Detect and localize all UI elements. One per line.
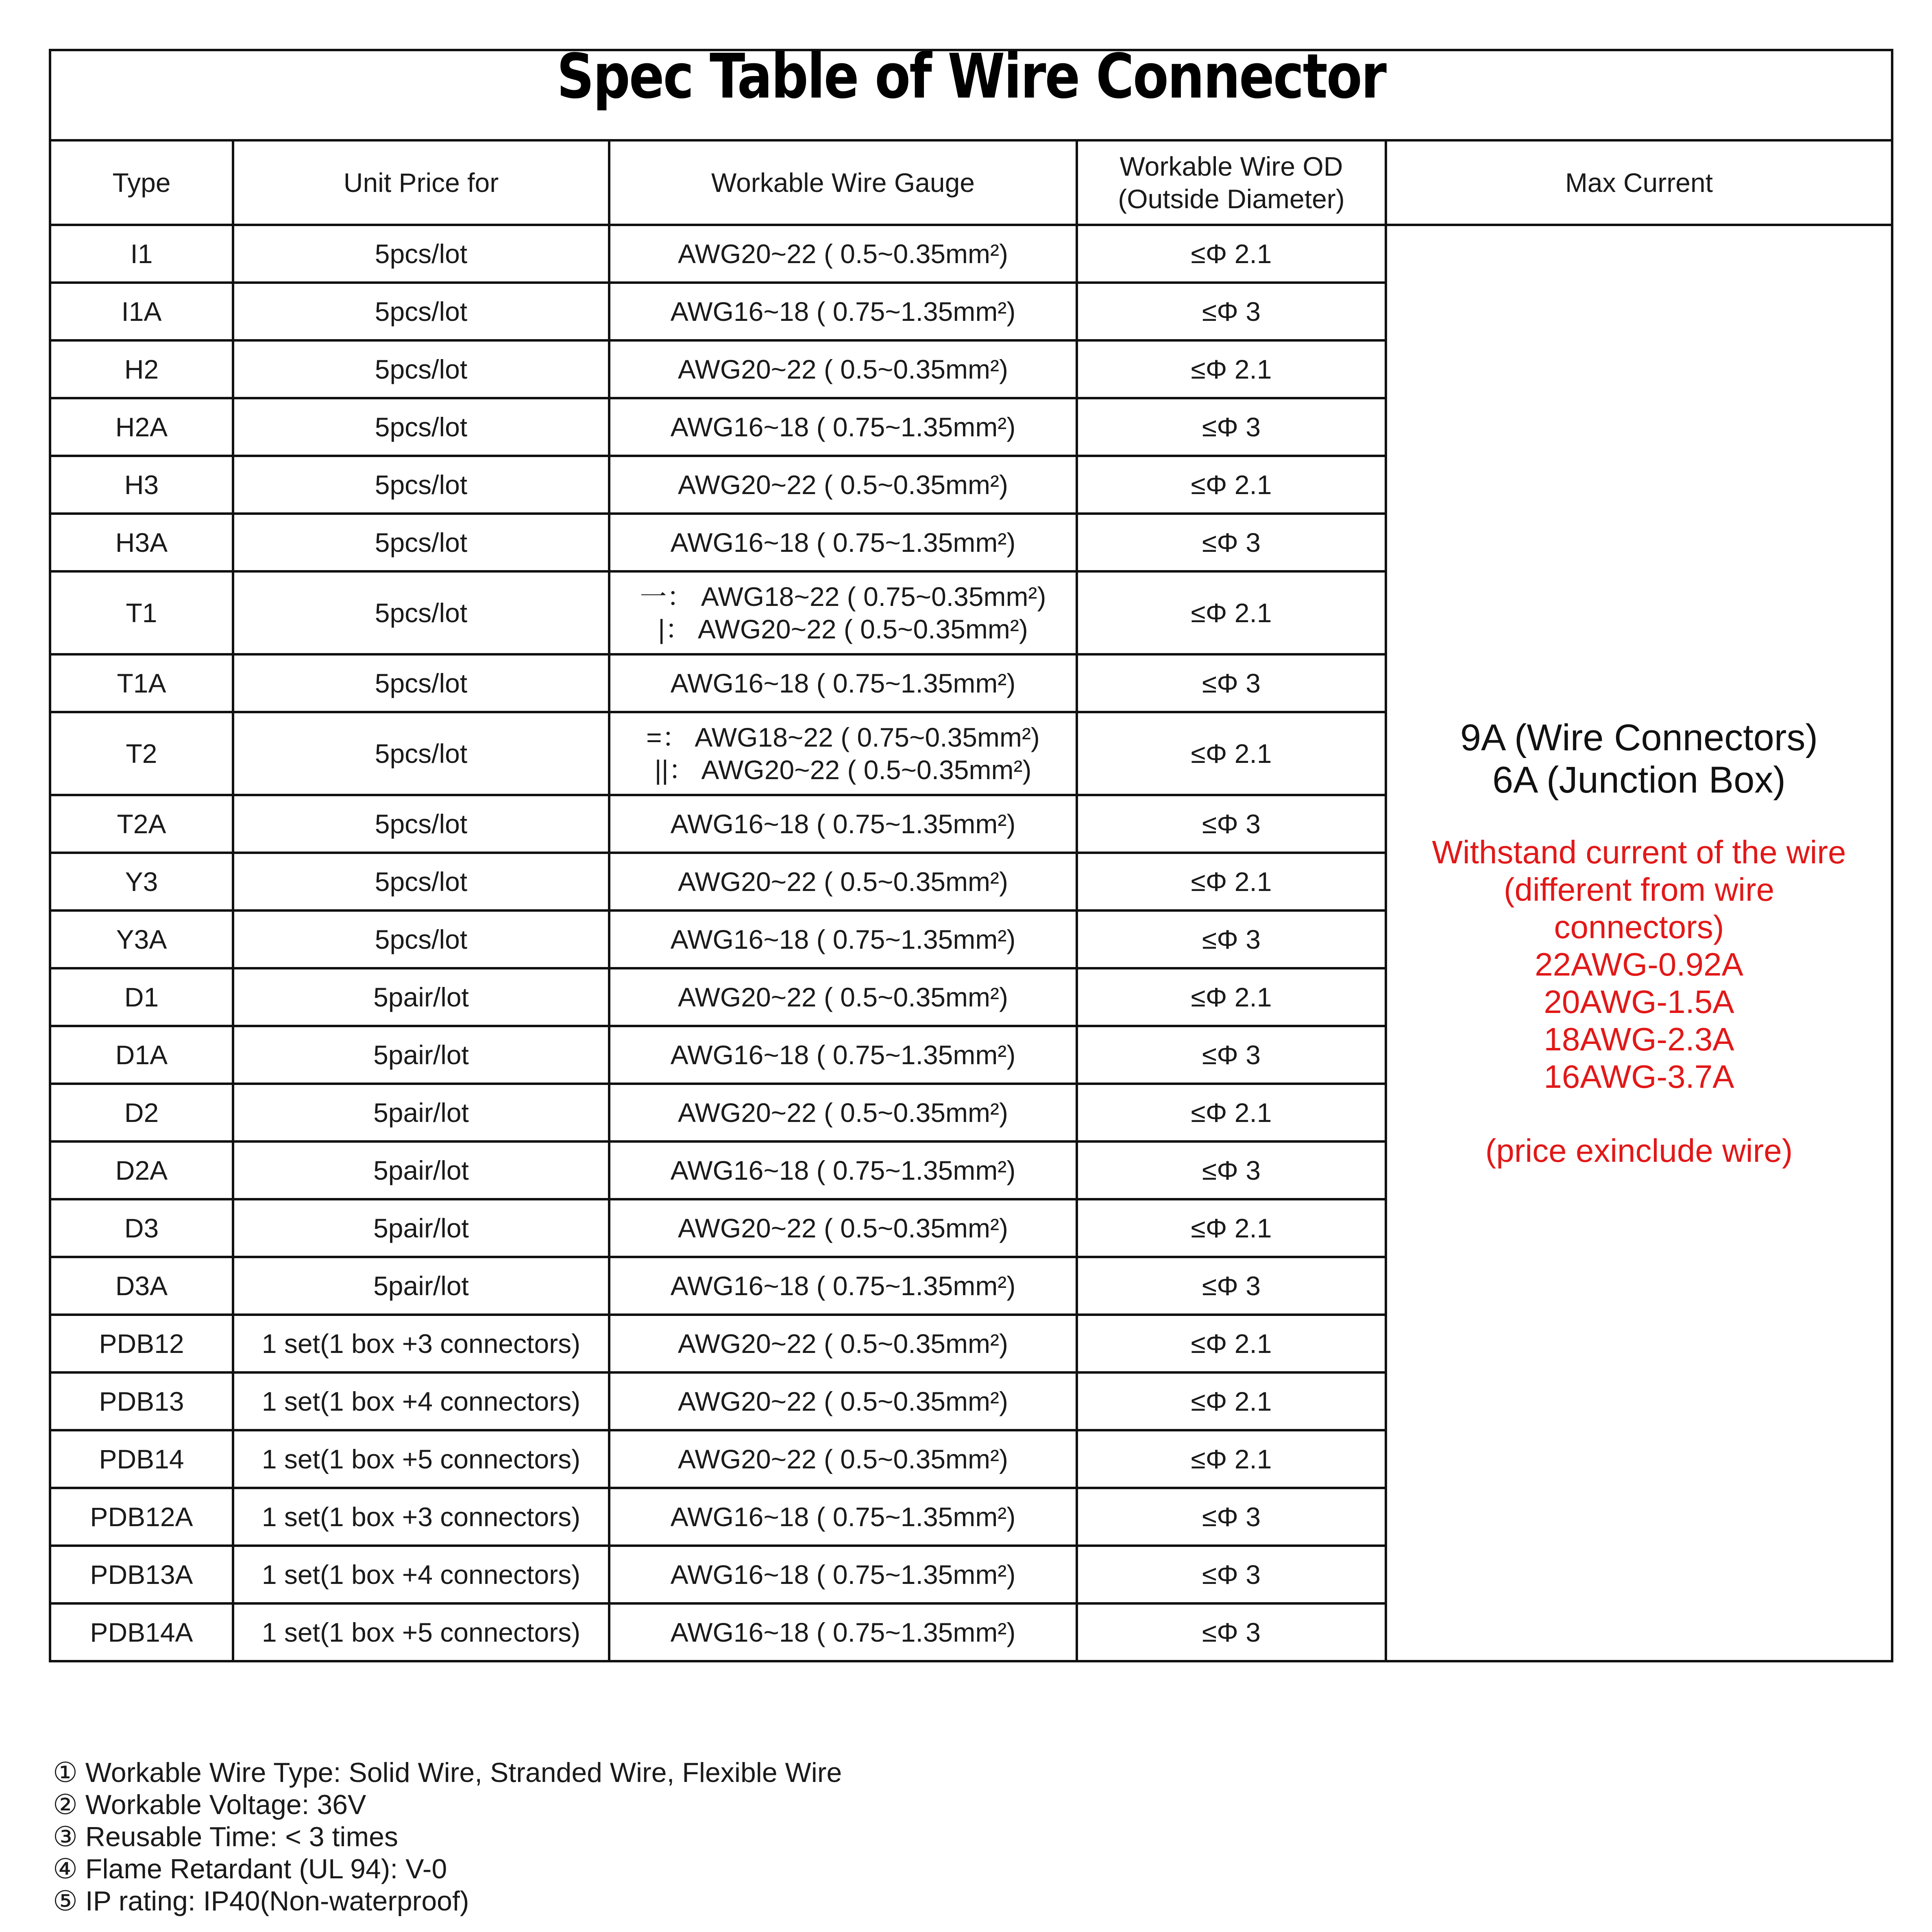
wire-gauge-cell: AWG16~18 ( 0.75~1.35mm²)	[609, 398, 1077, 456]
type-cell: PDB14	[50, 1430, 233, 1488]
wire-od-cell: ≤Φ 3	[1077, 1257, 1386, 1315]
wire-od-cell: ≤Φ 2.1	[1077, 225, 1386, 283]
type-cell: D3	[50, 1199, 233, 1257]
unit-price-cell: 1 set(1 box +3 connectors)	[233, 1488, 609, 1546]
withstand-current-line: 20AWG-1.5A	[1544, 984, 1734, 1020]
wire-od-cell: ≤Φ 2.1	[1077, 968, 1386, 1026]
note-item: ④ Flame Retardant (UL 94): V-0	[53, 1854, 447, 1884]
unit-price-cell: 5pair/lot	[233, 1084, 609, 1141]
wire-od-cell: ≤Φ 2.1	[1077, 456, 1386, 514]
wire-od-cell: ≤Φ 2.1	[1077, 1430, 1386, 1488]
max-current-main	[1391, 717, 1887, 801]
table-body	[50, 225, 1892, 1661]
type-cell: D1A	[50, 1026, 233, 1084]
type-cell: T2A	[50, 795, 233, 853]
withstand-current-line: (different from wire	[1503, 871, 1775, 908]
unit-price-cell: 5pcs/lot	[233, 225, 609, 283]
unit-price-cell: 5pcs/lot	[233, 654, 609, 712]
withstand-current-line: 16AWG-3.7A	[1544, 1059, 1734, 1095]
unit-price-cell: 5pcs/lot	[233, 853, 609, 910]
unit-price-cell: 5pcs/lot	[233, 398, 609, 456]
unit-price-cell: 1 set(1 box +5 connectors)	[233, 1603, 609, 1661]
type-cell: I1A	[50, 283, 233, 340]
unit-price-cell: 1 set(1 box +4 connectors)	[233, 1546, 609, 1603]
type-cell: D1	[50, 968, 233, 1026]
withstand-current-line: 22AWG-0.92A	[1535, 946, 1743, 982]
table-row	[50, 225, 1892, 283]
type-cell: D3A	[50, 1257, 233, 1315]
type-cell: T1A	[50, 654, 233, 712]
unit-price-cell: 5pcs/lot	[233, 283, 609, 340]
notes-list	[53, 1757, 1761, 1917]
wire-gauge-cell: AWG20~22 ( 0.5~0.35mm²)	[609, 1084, 1077, 1141]
header-unit-price: Unit Price for	[233, 140, 609, 225]
wire-gauge-line: |： AWG20~22 ( 0.5~0.35mm²)	[658, 614, 1028, 644]
unit-price-cell: 5pcs/lot	[233, 456, 609, 514]
wire-od-cell: ≤Φ 3	[1077, 1141, 1386, 1199]
type-cell: PDB12A	[50, 1488, 233, 1546]
spec-table	[49, 41, 1893, 1662]
unit-price-cell: 5pcs/lot	[233, 795, 609, 853]
wire-od-cell: ≤Φ 3	[1077, 1488, 1386, 1546]
max-current-cell	[1386, 225, 1892, 1661]
wire-od-cell: ≤Φ 3	[1077, 283, 1386, 340]
header-wire-od	[1077, 140, 1386, 225]
note-item: ⑤ IP rating: IP40(Non-waterproof)	[53, 1886, 469, 1917]
header-row	[50, 140, 1892, 225]
withstand-current-line: connectors)	[1554, 909, 1724, 945]
wire-od-cell: ≤Φ 3	[1077, 910, 1386, 968]
type-cell: H3	[50, 456, 233, 514]
wire-od-cell: ≤Φ 2.1	[1077, 340, 1386, 398]
type-cell: Y3A	[50, 910, 233, 968]
wire-od-cell: ≤Φ 2.1	[1077, 571, 1386, 654]
wire-gauge-cell: AWG16~18 ( 0.75~1.35mm²)	[609, 1603, 1077, 1661]
max-current-junction-box: 6A (Junction Box)	[1492, 759, 1786, 801]
note-item: ① Workable Wire Type: Solid Wire, Stranded Wire, Flexible Wire	[53, 1757, 842, 1788]
wire-od-cell: ≤Φ 3	[1077, 1546, 1386, 1603]
type-cell: Y3	[50, 853, 233, 910]
wire-gauge-cell: AWG16~18 ( 0.75~1.35mm²)	[609, 1257, 1077, 1315]
type-cell: PDB14A	[50, 1603, 233, 1661]
wire-gauge-cell: AWG16~18 ( 0.75~1.35mm²)	[609, 1026, 1077, 1084]
wire-gauge-cell	[609, 571, 1077, 654]
wire-gauge-cell: AWG16~18 ( 0.75~1.35mm²)	[609, 1546, 1077, 1603]
spec-sheet	[49, 41, 1891, 1917]
unit-price-cell: 1 set(1 box +3 connectors)	[233, 1315, 609, 1372]
type-cell: H2	[50, 340, 233, 398]
header-wire-od-line1: Workable Wire OD	[1120, 151, 1343, 181]
wire-gauge-cell: AWG20~22 ( 0.5~0.35mm²)	[609, 1199, 1077, 1257]
table-title-cell	[50, 41, 1892, 140]
wire-od-cell: ≤Φ 2.1	[1077, 712, 1386, 795]
wire-gauge-cell: AWG20~22 ( 0.5~0.35mm²)	[609, 1430, 1077, 1488]
type-cell: D2	[50, 1084, 233, 1141]
unit-price-cell: 5pcs/lot	[233, 910, 609, 968]
wire-gauge-cell: AWG16~18 ( 0.75~1.35mm²)	[609, 654, 1077, 712]
type-cell: I1	[50, 225, 233, 283]
price-note: (price exinclude wire)	[1485, 1133, 1793, 1169]
wire-od-cell: ≤Φ 3	[1077, 398, 1386, 456]
unit-price-cell: 5pcs/lot	[233, 340, 609, 398]
wire-gauge-line: 一： AWG18~22 ( 0.75~0.35mm²)	[640, 582, 1046, 612]
unit-price-cell: 5pair/lot	[233, 968, 609, 1026]
wire-gauge-cell: AWG16~18 ( 0.75~1.35mm²)	[609, 283, 1077, 340]
wire-gauge-cell: AWG20~22 ( 0.5~0.35mm²)	[609, 1372, 1077, 1430]
wire-od-cell: ≤Φ 3	[1077, 1026, 1386, 1084]
table-title: Spec Table of Wire Connector	[557, 41, 1385, 113]
wire-od-cell: ≤Φ 2.1	[1077, 1372, 1386, 1430]
wire-od-cell: ≤Φ 3	[1077, 1603, 1386, 1661]
header-type: Type	[50, 140, 233, 225]
unit-price-cell: 5pcs/lot	[233, 514, 609, 571]
type-cell: PDB13A	[50, 1546, 233, 1603]
withstand-current-line: Withstand current of the wire	[1432, 834, 1846, 870]
wire-od-cell: ≤Φ 2.1	[1077, 1315, 1386, 1372]
wire-gauge-cell: AWG16~18 ( 0.75~1.35mm²)	[609, 910, 1077, 968]
header-wire-gauge: Workable Wire Gauge	[609, 140, 1077, 225]
wire-gauge-cell: AWG16~18 ( 0.75~1.35mm²)	[609, 514, 1077, 571]
wire-gauge-cell: AWG20~22 ( 0.5~0.35mm²)	[609, 340, 1077, 398]
unit-price-cell: 5pcs/lot	[233, 571, 609, 654]
type-cell: T2	[50, 712, 233, 795]
wire-od-cell: ≤Φ 3	[1077, 654, 1386, 712]
unit-price-cell: 5pair/lot	[233, 1026, 609, 1084]
wire-gauge-line: =： AWG18~22 ( 0.75~0.35mm²)	[646, 722, 1040, 752]
wire-gauge-cell: AWG20~22 ( 0.5~0.35mm²)	[609, 456, 1077, 514]
note-item: ③ Reusable Time: < 3 times	[53, 1821, 398, 1852]
wire-gauge-cell: AWG20~22 ( 0.5~0.35mm²)	[609, 968, 1077, 1026]
type-cell: PDB12	[50, 1315, 233, 1372]
header-max-current: Max Current	[1386, 140, 1892, 225]
wire-od-cell: ≤Φ 3	[1077, 795, 1386, 853]
wire-od-cell: ≤Φ 3	[1077, 514, 1386, 571]
unit-price-cell: 5pcs/lot	[233, 712, 609, 795]
wire-gauge-cell: AWG20~22 ( 0.5~0.35mm²)	[609, 853, 1077, 910]
unit-price-cell: 1 set(1 box +4 connectors)	[233, 1372, 609, 1430]
header-wire-od-line2: (Outside Diameter)	[1118, 184, 1345, 214]
wire-gauge-line: ||： AWG20~22 ( 0.5~0.35mm²)	[654, 755, 1032, 785]
wire-od-cell: ≤Φ 2.1	[1077, 1199, 1386, 1257]
unit-price-cell: 1 set(1 box +5 connectors)	[233, 1430, 609, 1488]
type-cell: T1	[50, 571, 233, 654]
unit-price-cell: 5pair/lot	[233, 1199, 609, 1257]
note-item: ② Workable Voltage: 36V	[53, 1789, 366, 1820]
withstand-current-block	[1391, 834, 1887, 1096]
wire-gauge-cell: AWG20~22 ( 0.5~0.35mm²)	[609, 1315, 1077, 1372]
wire-od-cell: ≤Φ 2.1	[1077, 853, 1386, 910]
wire-gauge-cell: AWG16~18 ( 0.75~1.35mm²)	[609, 1488, 1077, 1546]
wire-od-cell: ≤Φ 2.1	[1077, 1084, 1386, 1141]
type-cell: H3A	[50, 514, 233, 571]
withstand-current-line: 18AWG-2.3A	[1544, 1021, 1734, 1057]
wire-gauge-cell	[609, 712, 1077, 795]
wire-gauge-cell: AWG16~18 ( 0.75~1.35mm²)	[609, 1141, 1077, 1199]
type-cell: H2A	[50, 398, 233, 456]
max-current-connectors: 9A (Wire Connectors)	[1460, 717, 1818, 758]
unit-price-cell: 5pair/lot	[233, 1141, 609, 1199]
wire-gauge-cell: AWG16~18 ( 0.75~1.35mm²)	[609, 795, 1077, 853]
type-cell: PDB13	[50, 1372, 233, 1430]
type-cell: D2A	[50, 1141, 233, 1199]
wire-gauge-cell: AWG20~22 ( 0.5~0.35mm²)	[609, 225, 1077, 283]
unit-price-cell: 5pair/lot	[233, 1257, 609, 1315]
